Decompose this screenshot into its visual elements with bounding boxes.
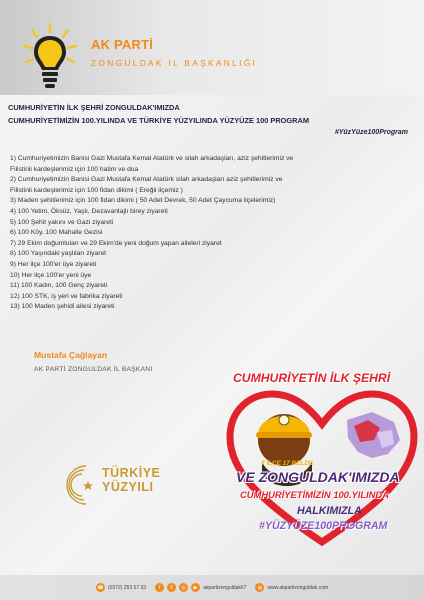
list-item: 10) Her ilçe 100'er yeni üye [10,271,92,279]
footer-web[interactable] [255,583,328,592]
poster-line-5: HALKIMIZLA [297,505,362,517]
phone-icon: ☎ [97,584,104,591]
hashtag: #YüzYüze100Program [334,129,408,136]
poster-line-2: 7 İLÇE 17 BELDE [261,460,314,467]
list-item: 6) 100 Köy, 100 Mahalle Gezisi [10,229,103,237]
globe-icon: ◍ [255,583,264,592]
list-item: 5) 100 Şehit yakını ve Gazi ziyareti [10,218,114,226]
footer [0,575,424,600]
list-item: 3) Maden şehitlerimiz için 100 fidan dikimi ( 50 Adet Devrek, 50 Adet Çaycuma ilçelerimiz) [10,197,276,205]
list-item: 12) 100 STK, iş yeri ve fabrika ziyareti [10,292,123,300]
facebook-icon: f [155,583,164,592]
list-item: Filistinli kardeşlerimiz için 100 hatim ve dua [10,165,139,173]
list-item: 11) 100 Kadın, 100 Genç ziyareti [10,282,108,290]
x-icon: X [167,583,176,592]
footer-social[interactable] [155,583,246,592]
heading-line-2: CUMHURİYETİMİZİN 100.YILINDA VE TÜRKİYE YÜZYILINDA YÜZYÜZE 100 PROGRAM [8,116,310,125]
brand-name: AK PARTİ [91,37,154,52]
poster-line-1: CUMHURİYETİN İLK ŞEHRİ [233,371,391,385]
youtube-icon: ▶ [191,583,200,592]
list-item: 1) Cumhuriyetimizin Banisi Gazi Mustafa Kemal Atatürk ve silah arkadaşları, aziz şehitlerimiz ve [10,155,294,162]
turkiye-logo-line-2: YÜZYILI [102,480,154,494]
heading-line-1: CUMHURİYETİN İLK ŞEHRİ ZONGULDAK'IMIZDA [8,103,180,112]
poster-illustration [222,362,422,567]
footer-social-text: akpartizonguldak67 [203,584,247,591]
poster-line-6: #YÜZYÜZE100PROGRAM [259,520,388,532]
poster-line-3: VE ZONGULDAK'IMIZDA [236,469,400,485]
instagram-icon: ◎ [179,583,188,592]
list-item: Filistinli kardeşlerimiz için 100 fidan dikimi ( Ereğli ilçemiz ) [10,186,183,194]
poster-line-4: CUMHURİYETİMİZİN 100.YILINDA [240,489,389,500]
signature-title: AK PARTİ ZONGULDAK İL BAŞKANI [34,366,153,373]
list-item: 8) 100 Yaşındaki yaşlıları ziyaret [10,250,107,258]
lightbulb-icon [22,22,78,92]
footer-web-text: www.akpartizonguldak.com [267,584,329,591]
program-list [10,154,414,313]
list-item: 4) 100 Yetim, Öksüz, Yaşlı, Dezavantajlı birey ziyareti [10,207,168,215]
list-item: 7) 29 Ekim doğumluları ve 29 Ekim'de yeni doğum yapan aileleri ziyaret [10,239,222,247]
list-item: 13) 100 Maden şehidi ailesi ziyareti [10,303,115,311]
turkiye-yuzyili-logo-text [102,466,160,494]
brand-subtitle: ZONGULDAK İL BAŞKANLIĞI [91,58,258,68]
footer-phone[interactable] [96,583,146,592]
turkiye-yuzyili-logo-icon [58,460,98,510]
signature-name: Mustafa Çağlayan [34,350,108,360]
list-item: 2) Cumhuriyetimizin Banisi Gazi Mustafa Kemal Atatürk silah arkadaşları aziz şehitlerimiz ve [10,176,283,184]
list-item: 9) Her ilçe 100'er üye ziyareti [10,260,97,268]
footer-phone-text: (0372) 253 57 33 [107,584,147,591]
turkiye-logo-line-1: TÜRKİYE [102,466,161,480]
